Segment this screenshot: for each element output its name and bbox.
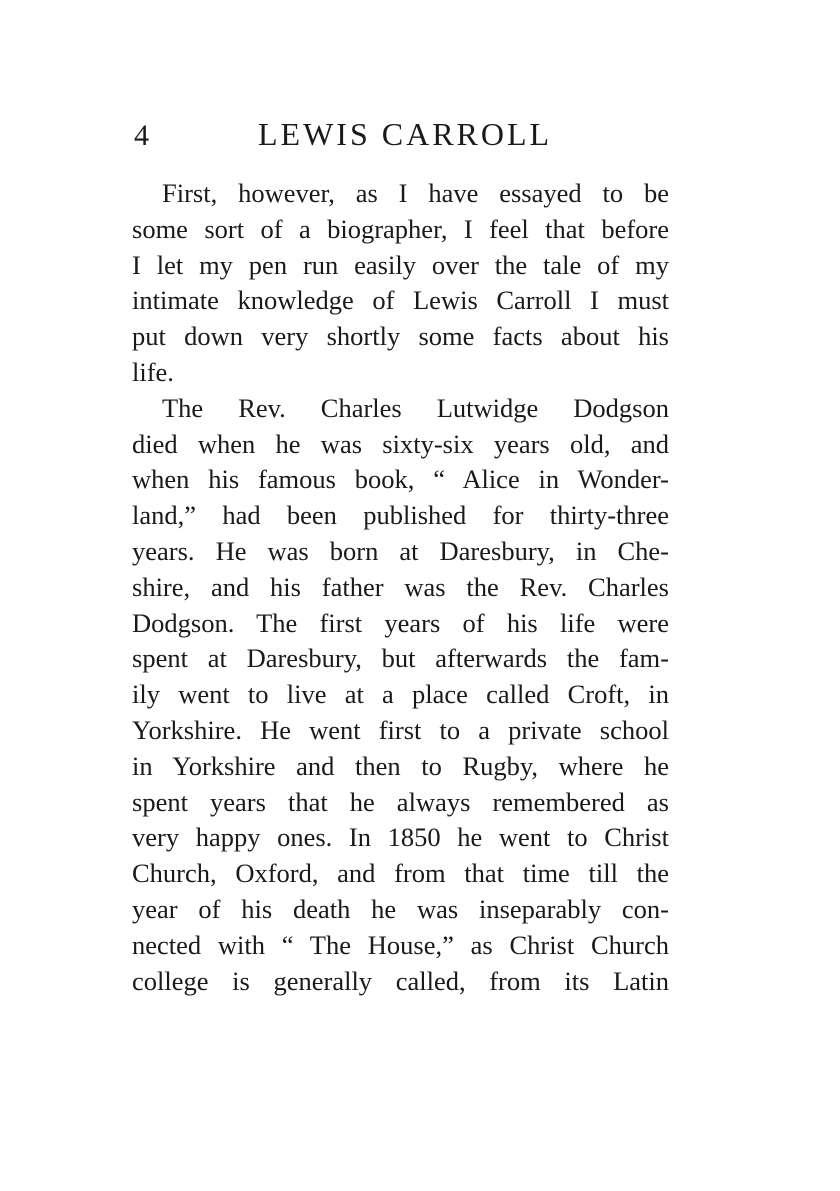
text-line: shire, and his father was the Rev. Charles [132,571,669,602]
text-line: some sort of a biographer, I feel that before [132,213,669,244]
text-line: years. He was born at Daresbury, in Che- [132,535,669,566]
running-title: LEWIS CARROLL [258,116,553,152]
text-line: ily went to live at a place called Croft, in [132,679,669,710]
text-line: The Rev. Charles Lutwidge Dodgson [162,392,669,423]
text-line: died when he was sixty-six years old, and [132,428,669,459]
text-line: put down very shortly some facts about his [132,321,669,352]
page-number: 4 [134,119,149,152]
text-line: spent at Daresbury, but afterwards the fam- [132,643,669,674]
paragraph-2 [132,391,669,1000]
text-line: Church, Oxford, and from that time till the [132,858,669,889]
text-line: year of his death he was inseparably con- [132,893,669,924]
text-line: Dodgson. The first years of his life were [132,607,669,638]
text-line: nected with “ The House,” as Christ Church [132,929,669,960]
text-line: spent years that he always remembered as [132,786,669,817]
paragraph-1 [132,176,669,391]
text-line: Yorkshire. He went first to a private school [132,714,669,745]
text-line: intimate knowledge of Lewis Carroll I must [132,285,669,316]
running-head [128,112,674,156]
text-line: in Yorkshire and then to Rugby, where he [132,750,669,781]
body-text [132,176,669,999]
text-line: college is generally called, from its Latin [132,965,669,996]
text-line: First, however, as I have essayed to be [162,178,669,208]
text-line: very happy ones. In 1850 he went to Christ [132,822,669,853]
text-line: I let my pen run easily over the tale of my [132,249,669,280]
text-line: when his famous book, “ Alice in Wonder- [132,464,669,495]
text-line: life. [132,356,174,387]
text-line: land,” had been published for thirty-three [132,500,669,531]
